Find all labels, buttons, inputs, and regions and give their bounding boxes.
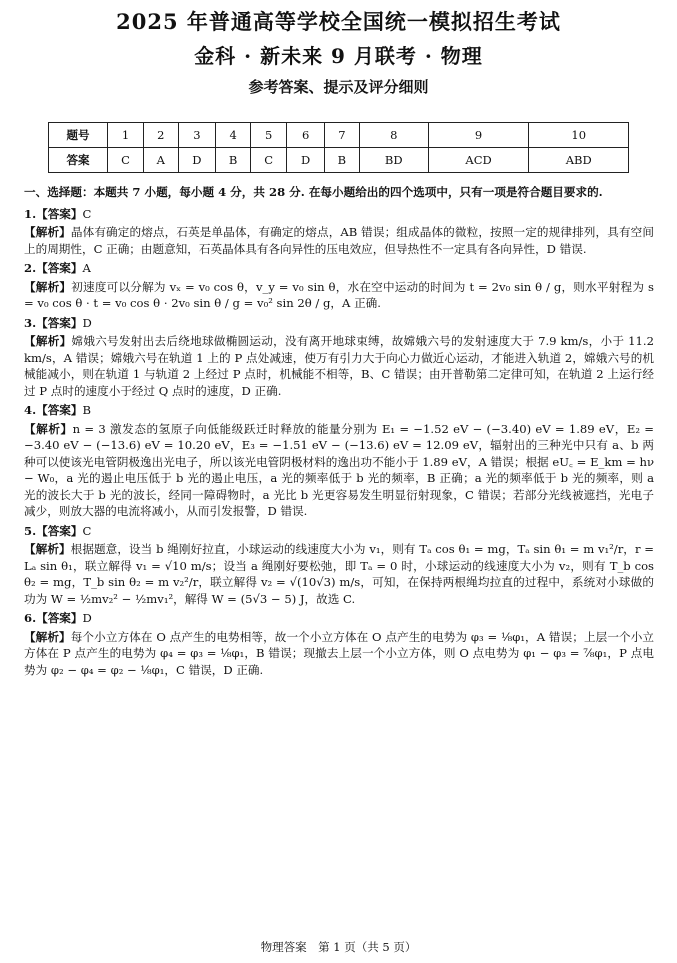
answer-label: 【答案】 (36, 261, 83, 275)
table-cell: ACD (428, 148, 529, 173)
question-3 (24, 315, 654, 400)
answer-line (24, 315, 654, 332)
explanation-label: 【解析】 (24, 542, 71, 556)
table-cell: C (108, 148, 144, 173)
row-label-answers: 答案 (49, 148, 108, 173)
explanation-text: n = 3 激发态的氢原子向低能级跃迁时释放的能量分别为 E₁ = −1.52 eV − (−3.40) eV = 1.89 eV，E₂ = −3.40 eV − (−13.6) eV = 10.20 eV，E₃ = −1.51 eV − (−13.6) eV = 12.09 eV，辐射出的三种光中只有 a、b 两种可以使该光电管阴极逸出光电子，所以该光电管阴极材料的逸出功不能小于 1.89 eV，A 错误；根据 eU꜀ = E_km = hν − W₀，a 光的遏止电压低于 b 光的遏止电压，a 光的频率低于 b 光的频率，B 正确；a 光的频率低于 b 光的频率，则 a 光的波长大于 b 光的波长，经同一障碍物时，a 光比 b 光更容易发生明显衍射现象，C 错误；若部分光线被遮挡，光电子减少，则放大器的电流将减小，从而引发报警，D 错误. (24, 421, 654, 518)
explanation-text: 每个小立方体在 O 点产生的电势相等，故一个小立方体在 O 点产生的电势为 φ₃ = ⅛φ₁，A 错误；上层一个小立方体在 P 点产生的电势为 φ₄ = φ₃ = ⅛φ₁，B 错误；现撤去上层一个小立方体，则 O 点电势为 φ₁ − φ₃ = ⅞φ₁，P 点电势为 φ₂ − φ₄ = φ₂ − ⅛φ₁，C 错误，D 正确. (24, 629, 654, 677)
table-cell: 1 (108, 123, 144, 148)
explanation-text: 根据题意，设当 b 绳刚好拉直，小球运动的线速度大小为 v₁，则有 Tₐ cos θ₁ = mg，Tₐ sin θ₁ = m v₁²/r，r = Lₐ sin θ₁，联立解得 v₁ = √10 m/s；设当 a 绳刚好要松弛，即 Tₐ = 0 时，小球运动的线速度大小为 v₂，则有 T_b cos θ₂ = mg，T_b sin θ₂ = m v₂²/r，联立解得 v₂ = √(10√3) m/s，可知，在保持两根绳均拉直的过程中，系统对小球做的功为 W = ½mv₂² − ½mv₁²，解得 W = (5√3 − 5) J，故选 C. (24, 542, 654, 606)
answer-value: D (82, 611, 92, 625)
row-label-numbers: 题号 (49, 123, 108, 148)
table-cell: D (178, 148, 216, 173)
table-cell: 2 (144, 123, 178, 148)
table-cell: D (287, 148, 325, 173)
answer-line (24, 260, 654, 277)
table-cell: C (251, 148, 287, 173)
answer-value: D (82, 315, 92, 330)
explanation-text: 晶体有确定的熔点，石英是单晶体，有确定的熔点，AB 错误；组成晶体的微粒，按照一定的规律排列，具有空间上的周期性，C 正确；由题意知，石英晶体具有各向异性的压电效应，但导热性不一定具有各向异性，D 错误. (24, 225, 654, 256)
table-row-numbers (49, 123, 629, 148)
question-1 (24, 206, 654, 258)
explanation-text: 嫦娥六号发射出去后绕地球做椭圆运动，没有离开地球束缚，故嫦娥六号的发射速度大于 7.9 km/s，小于 11.2 km/s，A 错误；嫦娥六号在轨道 1 上的 P 点处减速，使万有引力大于向心力做近心运动，才能进入轨道 2，嫦娥六号的机械能减小，则在轨道 1 与轨道 2 上经过 P 点时，机械能不相等，B、C 错误；由开普勒第二定律可知，在轨道 2 上运行经过 P 点时的速度小于经过 Q 点时的速度，D 正确. (24, 334, 654, 398)
explanation-text: 初速度可以分解为 vₓ = v₀ cos θ，v_y = v₀ sin θ，水在空中运动的时间为 t = 2v₀ sin θ / g，则水平射程为 s = v₀ cos θ · t = v₀ cos θ · 2v₀ sin θ / g = v₀² sin 2θ / g，A 正确. (24, 279, 654, 310)
explanation (24, 224, 654, 257)
table-cell: 10 (529, 123, 629, 148)
answer-value: C (82, 206, 92, 221)
explanation-label: 【解析】 (24, 334, 72, 348)
explanation (24, 421, 654, 520)
table-cell: B (324, 148, 359, 173)
answer-line (24, 402, 654, 419)
answer-label: 【答案】 (36, 403, 83, 417)
page-footer: 物理答案 第 1 页（共 5 页） (260, 940, 417, 954)
answer-line (24, 206, 654, 223)
question-number: 4. (24, 403, 37, 417)
exam-subtitle: 金科 · 新未来 9 月联考 · 物理 (194, 44, 483, 68)
answer-value: B (82, 403, 92, 417)
explanation-label: 【解析】 (24, 279, 72, 294)
answer-label: 【答案】 (36, 611, 83, 625)
table-cell: A (144, 148, 178, 173)
table-cell: 4 (216, 123, 251, 148)
table-cell: 7 (324, 123, 359, 148)
answer-line (24, 523, 654, 540)
document-heading: 参考答案、提示及评分细则 (248, 78, 429, 96)
table-row-answers (49, 148, 629, 173)
answer-label: 【答案】 (36, 315, 83, 330)
answer-value: C (82, 523, 92, 538)
table-cell: 5 (251, 123, 287, 148)
answer-label: 【答案】 (36, 206, 83, 221)
answer-table (48, 122, 629, 173)
table-cell: B (216, 148, 251, 173)
table-cell: 3 (178, 123, 216, 148)
question-2 (24, 260, 654, 312)
explanation-label: 【解析】 (24, 629, 71, 644)
explanation (24, 333, 654, 399)
section-heading: 一、选择题：本题共 7 小题，每小题 4 分，共 28 分. 在每小题给出的四个选项中，只有一项是符合题目要求的. (24, 185, 603, 199)
table-cell: 9 (428, 123, 529, 148)
explanation-label: 【解析】 (24, 421, 73, 436)
answer-line (24, 610, 654, 627)
question-number: 5. (24, 523, 37, 538)
question-number: 1. (24, 206, 37, 221)
exam-title: 2025 年普通高等学校全国统一模拟招生考试 (116, 9, 561, 34)
explanation (24, 541, 654, 607)
table-cell: ABD (529, 148, 629, 173)
explanation (24, 279, 654, 312)
question-number: 3. (24, 315, 37, 330)
explanation-label: 【解析】 (24, 225, 71, 239)
question-number: 6. (24, 611, 37, 625)
answer-explanations (24, 184, 654, 680)
table-cell: BD (359, 148, 428, 173)
question-6 (24, 610, 654, 678)
question-5 (24, 523, 654, 608)
answer-value: A (82, 261, 91, 275)
question-4 (24, 402, 654, 520)
explanation (24, 629, 654, 679)
table-cell: 6 (287, 123, 325, 148)
table-cell: 8 (359, 123, 428, 148)
answer-label: 【答案】 (36, 523, 83, 538)
question-number: 2. (24, 261, 37, 275)
